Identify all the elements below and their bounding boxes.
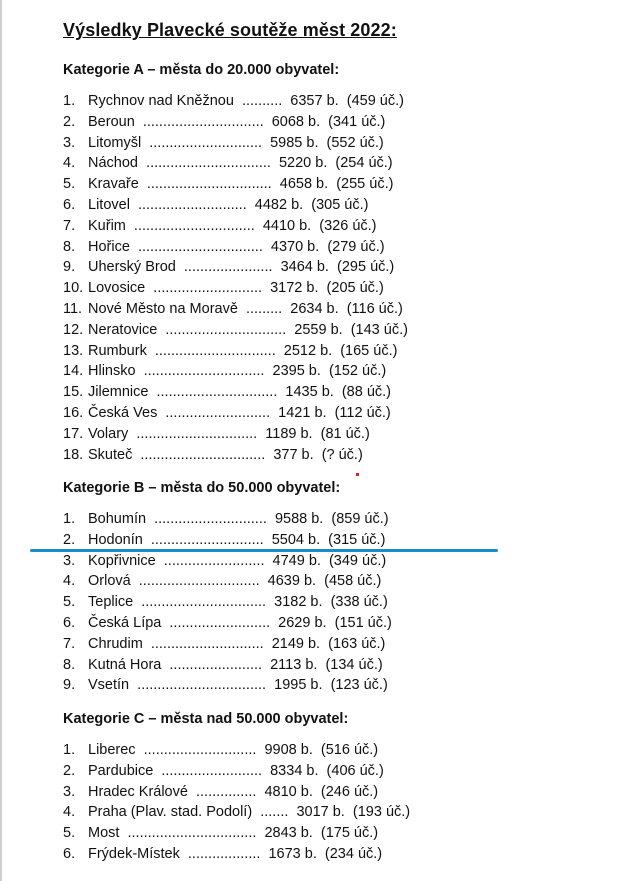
result-row (63, 551, 392, 572)
result-text: Lovosice ........................... 3172 b. (205 úč.) (88, 280, 384, 297)
result-text: Jilemnice .............................. 1435 b. (88 úč.) (88, 384, 391, 401)
rank-number: 5. (63, 176, 76, 193)
result-row (63, 195, 408, 216)
result-row (63, 403, 408, 424)
rank-number: 7. (63, 635, 76, 652)
red-mark (356, 473, 359, 476)
result-text: Kutná Hora ....................... 2113 b. (134 úč.) (88, 656, 383, 673)
rank-number: 18. (63, 446, 84, 463)
result-row (63, 823, 410, 844)
rank-number: 5. (63, 825, 76, 842)
result-text: Teplice ............................... 3182 b. (338 úč.) (88, 594, 388, 611)
rank-number: 13. (63, 342, 84, 359)
result-text: Rumburk .............................. 2512 b. (165 úč.) (88, 342, 398, 359)
result-text: Chrudim ............................ 2149 b. (163 úč.) (88, 635, 386, 652)
result-text: Pardubice ......................... 8334 b. (406 úč.) (88, 762, 384, 779)
result-text: Litomyšl ............................ 5985 b. (552 úč.) (88, 134, 384, 151)
category-c-list (63, 740, 410, 865)
result-row (63, 91, 408, 112)
result-row (63, 740, 410, 761)
result-text: Kuřim .............................. 4410 b. (326 úč.) (88, 217, 377, 234)
result-text: Skuteč ............................... 377 b. (? úč.) (88, 446, 363, 463)
result-row (63, 782, 410, 803)
rank-number: 8. (63, 238, 76, 255)
result-text: Hodonín ............................ 5504 b. (315 úč.) (88, 531, 386, 548)
result-row (63, 133, 408, 154)
rank-number: 3. (63, 134, 76, 151)
rank-number: 6. (63, 196, 76, 213)
rank-number: 14. (63, 363, 84, 380)
result-text: Náchod ............................... 5220 b. (254 úč.) (88, 155, 393, 172)
result-row (63, 571, 392, 592)
result-row (63, 382, 408, 403)
category-b-heading: Kategorie B – města do 50.000 obyvatel: (63, 480, 341, 496)
category-a-heading: Kategorie A – města do 20.000 obyvatel: (63, 62, 340, 78)
result-text: Uherský Brod ...................... 3464 b. (295 úč.) (88, 259, 395, 276)
result-text: Most ................................ 2843 b. (175 úč.) (88, 825, 379, 842)
rank-number: 6. (63, 845, 76, 862)
result-row (63, 112, 408, 133)
rank-number: 3. (63, 783, 76, 800)
rank-number: 2. (63, 113, 76, 130)
result-text: Hořice ............................... 4370 b. (279 úč.) (88, 238, 385, 255)
result-text: Hradec Králové ............... 4810 b. (246 úč.) (88, 783, 379, 800)
page-left-border (0, 0, 2, 881)
result-row (63, 257, 408, 278)
result-text: Vsetín ................................ 1995 b. (123 úč.) (88, 677, 388, 694)
result-row (63, 675, 392, 696)
result-text: Praha (Plav. stad. Podolí) ....... 3017 b. (193 úč.) (88, 804, 411, 821)
page-title: Výsledky Plavecké soutěže měst 2022: (63, 20, 397, 40)
result-text: Volary .............................. 1189 b. (81 úč.) (88, 425, 370, 442)
result-row (63, 592, 392, 613)
rank-number: 9. (63, 259, 76, 276)
rank-number: 4. (63, 573, 76, 590)
result-row (63, 761, 410, 782)
result-text: Kopřivnice ......................... 4749 b. (349 úč.) (88, 552, 387, 569)
result-row (63, 278, 408, 299)
result-text: Česká Lípa ......................... 2629 b. (151 úč.) (88, 614, 392, 631)
result-text: Liberec ............................ 9908 b. (516 úč.) (88, 742, 379, 758)
rank-number: 2. (63, 762, 76, 779)
result-text: Frýdek-Místek .................. 1673 b. (234 úč.) (88, 845, 383, 862)
result-text: Bohumín ............................ 9588 b. (859 úč.) (88, 511, 389, 527)
rank-number: 1. (63, 511, 76, 527)
result-text: Orlová .............................. 4639 b. (458 úč.) (88, 573, 382, 590)
rank-number: 15. (63, 384, 84, 401)
result-row (63, 216, 408, 237)
result-row (63, 237, 408, 258)
rank-number: 4. (63, 155, 76, 172)
result-row (63, 613, 392, 634)
result-row (63, 509, 392, 530)
result-text: Neratovice .............................. 2559 b. (143 úč.) (88, 321, 408, 338)
result-row (63, 153, 408, 174)
category-b-list (63, 509, 392, 696)
result-row (63, 320, 408, 341)
result-row (63, 445, 408, 466)
rank-number: 10. (63, 280, 84, 297)
rank-number: 1. (63, 93, 76, 109)
rank-number: 5. (63, 594, 76, 611)
result-row (63, 361, 408, 382)
result-row (63, 174, 408, 195)
result-row (63, 341, 408, 362)
category-a-list (63, 91, 408, 465)
rank-number: 12. (63, 321, 84, 338)
rank-number: 8. (63, 656, 76, 673)
rank-number: 17. (63, 425, 84, 442)
rank-number: 2. (63, 531, 76, 548)
result-text: Kravaře ............................... 4658 b. (255 úč.) (88, 176, 394, 193)
rank-number: 1. (63, 742, 76, 758)
result-text: Rychnov nad Kněžnou .......... 6357 b. (459 úč.) (88, 93, 404, 109)
result-row (63, 299, 408, 320)
category-c-heading: Kategorie C – města nad 50.000 obyvatel: (63, 711, 349, 727)
result-row (63, 530, 392, 551)
rank-number: 9. (63, 677, 76, 694)
result-text: Nové Město na Moravě ......... 2634 b. (116 úč.) (88, 300, 403, 317)
result-text: Hlinsko .............................. 2395 b. (152 úč.) (88, 363, 387, 380)
rank-number: 16. (63, 404, 84, 421)
result-row (63, 802, 410, 823)
highlight-line (30, 549, 498, 552)
result-row (63, 424, 408, 445)
result-row (63, 655, 392, 676)
result-row (63, 844, 410, 865)
result-text: Litovel ........................... 4482 b. (305 úč.) (88, 196, 369, 213)
result-text: Beroun .............................. 6068 b. (341 úč.) (88, 113, 386, 130)
result-row (63, 634, 392, 655)
rank-number: 11. (63, 300, 83, 317)
result-text: Česká Ves .......................... 1421 b. (112 úč.) (88, 404, 391, 421)
rank-number: 7. (63, 217, 76, 234)
rank-number: 6. (63, 614, 76, 631)
rank-number: 3. (63, 552, 76, 569)
rank-number: 4. (63, 804, 76, 821)
